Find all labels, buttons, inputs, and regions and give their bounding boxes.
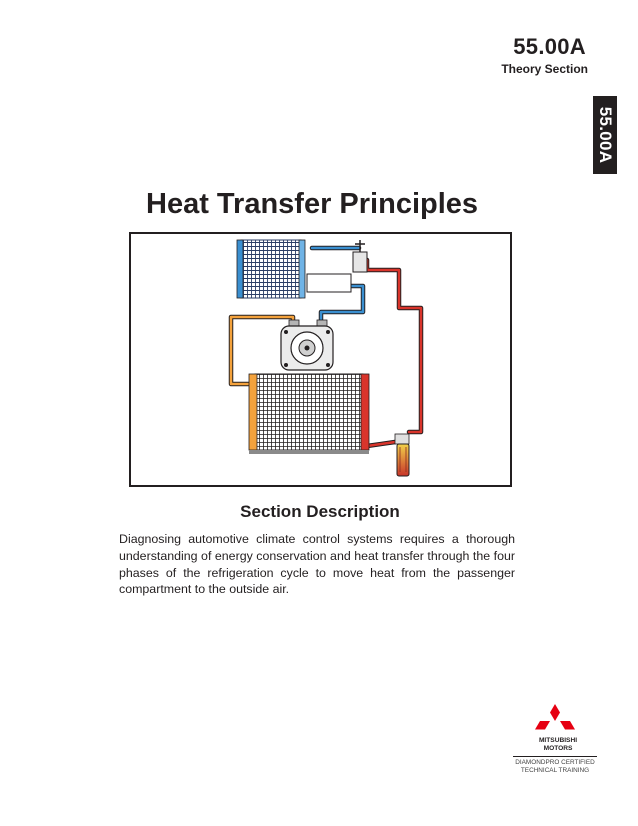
brand-name <box>533 737 583 753</box>
refrigeration-cycle-diagram <box>129 232 512 487</box>
cert-line-2: TECHNICAL TRAINING <box>520 767 590 774</box>
section-tab <box>593 96 617 174</box>
page-title: Heat Transfer Principles <box>146 188 479 220</box>
logo-divider <box>513 756 597 757</box>
three-diamonds-icon <box>521 702 589 736</box>
receiver-drier <box>395 434 409 476</box>
brand-line-2: MOTORS <box>543 745 573 752</box>
section-type: Theory Section <box>501 62 588 76</box>
condenser <box>249 374 369 454</box>
section-description: Diagnosing automotive climate control systems requires a thorough understanding of energy conservation and heat transfer through the four phases of the refrigeration cycle to move heat from the passenger compartment to the outside air. <box>119 532 515 597</box>
evaporator <box>237 240 305 298</box>
mitsubishi-logo <box>505 702 605 780</box>
section-tab-label: 55.00A <box>596 106 615 164</box>
compressor <box>281 320 333 370</box>
certification-text <box>505 759 605 775</box>
section-number: 55.00A <box>513 34 586 59</box>
cert-line-1: DIAMONDPRO CERTIFIED <box>515 759 595 766</box>
high-pressure-line <box>367 260 421 446</box>
section-heading: Section Description <box>240 502 400 521</box>
brand-line-1: MITSUBISHI <box>538 737 578 744</box>
